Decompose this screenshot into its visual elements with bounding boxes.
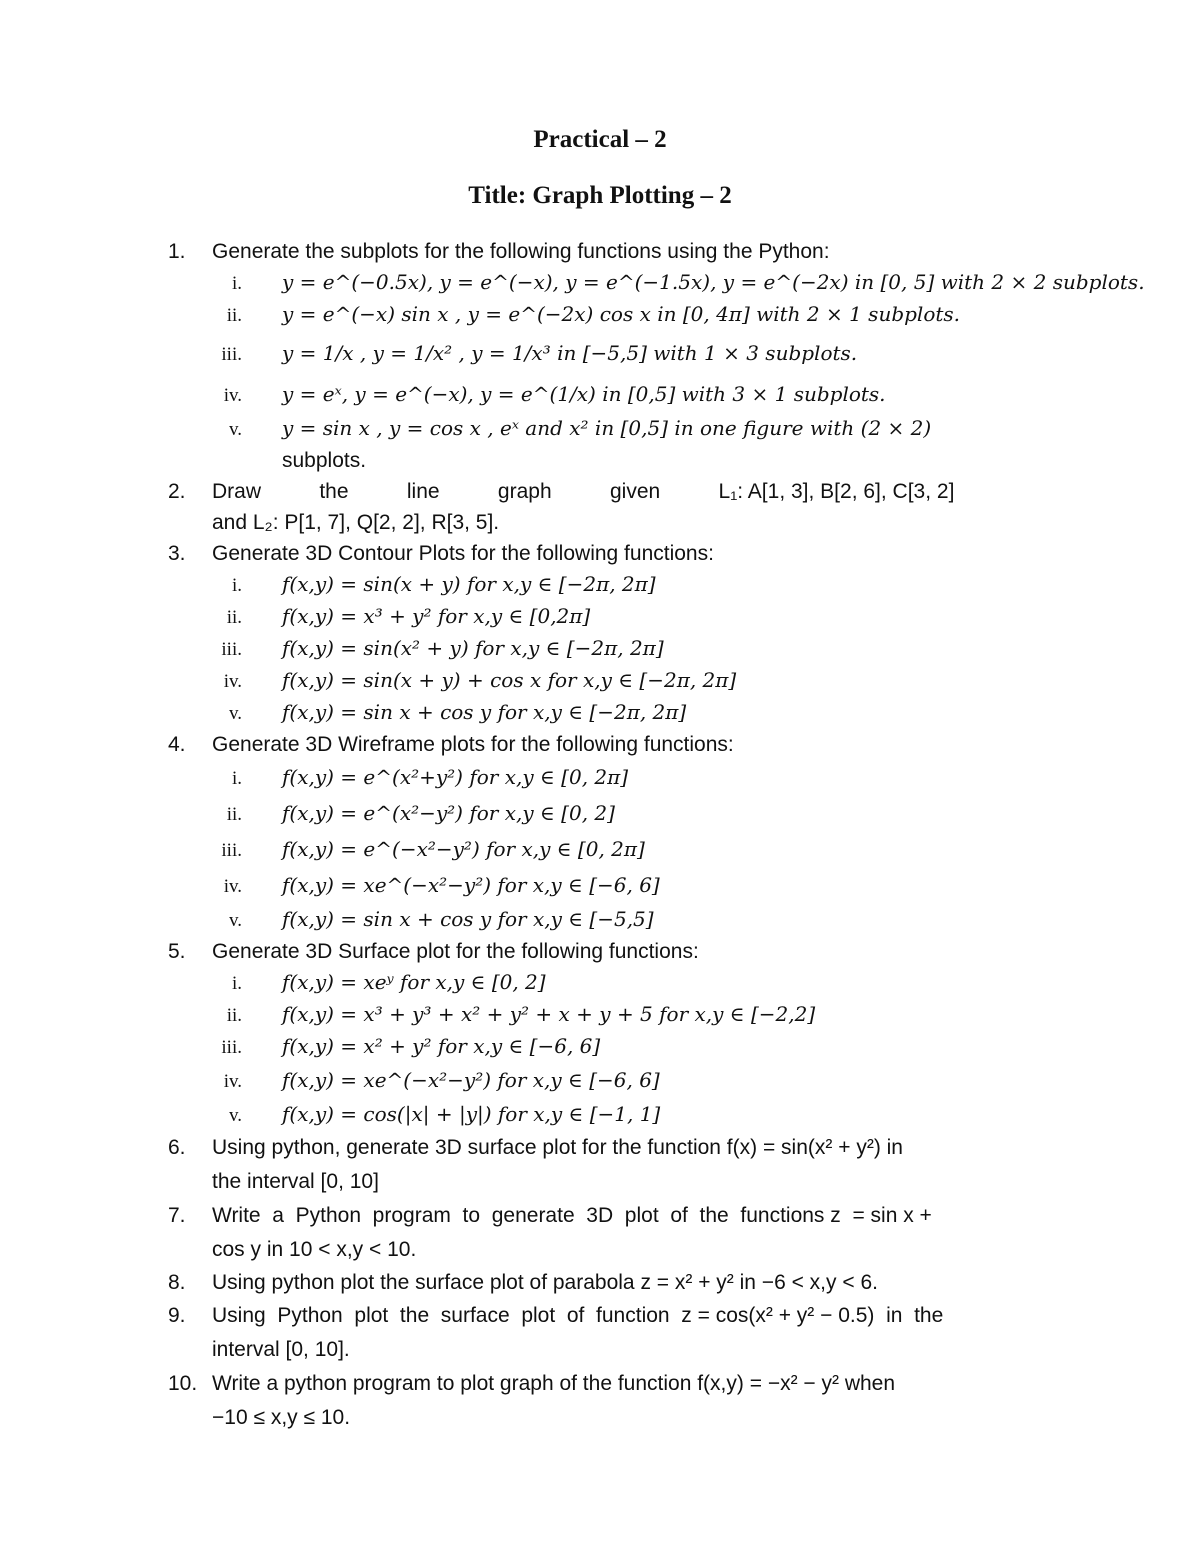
question-4-part-i <box>168 760 1060 796</box>
question-5-part-iii <box>168 1031 1060 1063</box>
question-4-part-iii <box>168 832 1060 868</box>
part-label: ii. <box>226 804 242 825</box>
question-number: 4. <box>168 733 186 756</box>
question-number: 1. <box>168 240 186 263</box>
part-text: f(x,y) = sin x + cos y for x,y ∈ [−2π, 2π] <box>282 700 687 724</box>
question-2-continued: and L₂: P[1, 7], Q[2, 2], R[3, 5]. <box>212 511 500 534</box>
part-text: y = e^(−x) sin x , y = e^(−2x) cos x in [0, 4π] with 2 × 1 subplots. <box>282 302 961 326</box>
question-10-continued: −10 ≤ x,y ≤ 10. <box>212 1406 351 1429</box>
part-text: f(x,y) = sin(x² + y) for x,y ∈ [−2π, 2π] <box>282 636 664 660</box>
question-text: Generate 3D Surface plot for the following functions: <box>212 940 699 963</box>
question-3-part-iv <box>168 665 1060 697</box>
question-number: 5. <box>168 940 186 963</box>
part-text: f(x,y) = sin(x + y) + cos x for x,y ∈ [−2π, 2π] <box>282 668 737 692</box>
part-text: f(x,y) = e^(x²−y²) for x,y ∈ [0, 2] <box>282 801 615 825</box>
question-1-part-v <box>168 413 1060 445</box>
question-5-part-ii <box>168 999 1060 1031</box>
question-text: Draw the line graph given L₁: A[1, 3], B[2, 6], C[3, 2] <box>212 480 955 503</box>
part-label: iv. <box>223 385 242 406</box>
question-8 <box>168 1267 1060 1299</box>
part-label: iii. <box>221 639 242 660</box>
question-1-part-v-continued <box>168 445 1060 476</box>
part-label: v. <box>228 419 242 440</box>
question-1-part-iv <box>168 377 1060 413</box>
question-9-continued: interval [0, 10]. <box>212 1338 350 1361</box>
part-label: v. <box>228 910 242 931</box>
question-4-part-iv <box>168 868 1060 904</box>
part-label: iv. <box>223 1071 242 1092</box>
question-5-part-v <box>168 1099 1060 1131</box>
question-list <box>168 236 1145 1435</box>
question-text: Using python, generate 3D surface plot for the function f(x) = sin(x² + y²) in <box>212 1136 903 1159</box>
part-label: iv. <box>223 876 242 897</box>
question-number: 8. <box>168 1271 186 1294</box>
question-5 <box>168 936 1060 967</box>
question-number: 6. <box>168 1136 186 1159</box>
question-7-continued: cos y in 10 < x,y < 10. <box>212 1238 417 1261</box>
question-3-part-iii <box>168 633 1060 665</box>
question-text: Generate 3D Contour Plots for the following functions: <box>212 542 714 565</box>
question-9 <box>168 1299 1060 1333</box>
question-3-part-i <box>168 569 1060 601</box>
question-text: Write a python program to plot graph of the function f(x,y) = −x² − y² when <box>212 1372 896 1395</box>
part-text: f(x,y) = x³ + y³ + x² + y² + x + y + 5 for x,y ∈ [−2,2] <box>282 1002 816 1026</box>
practical-heading: Practical – 2 <box>533 126 667 153</box>
part-label: v. <box>228 1105 242 1126</box>
part-label: i. <box>231 973 242 994</box>
question-text: Generate the subplots for the following functions using the Python: <box>212 240 830 263</box>
question-5-part-iv <box>168 1063 1060 1099</box>
part-text: f(x,y) = sin(x + y) for x,y ∈ [−2π, 2π] <box>282 572 656 596</box>
part-label: i. <box>231 273 242 294</box>
part-text: y = e^(−0.5x), y = e^(−x), y = e^(−1.5x), y = e^(−2x) in [0, 5] with 2 × 2 subplots. <box>282 270 1145 294</box>
part-text: f(x,y) = sin x + cos y for x,y ∈ [−5,5] <box>282 907 654 931</box>
part-label: i. <box>231 575 242 596</box>
part-text: f(x,y) = x² + y² for x,y ∈ [−6, 6] <box>282 1034 601 1058</box>
part-label: iv. <box>223 671 242 692</box>
part-text: y = 1/x , y = 1/x² , y = 1/x³ in [−5,5] with 1 × 3 subplots. <box>282 341 858 365</box>
question-text: Generate 3D Wireframe plots for the following functions: <box>212 733 734 756</box>
question-10 <box>168 1367 1060 1401</box>
part-label: iii. <box>221 1037 242 1058</box>
question-number: 7. <box>168 1204 186 1227</box>
part-label: i. <box>231 768 242 789</box>
question-3-part-ii <box>168 601 1060 633</box>
question-number: 10. <box>168 1372 198 1395</box>
question-number: 3. <box>168 542 186 565</box>
part-label: ii. <box>226 305 242 326</box>
part-label: v. <box>228 703 242 724</box>
question-text: Using Python plot the surface plot of function z = cos(x² + y² − 0.5) in the <box>212 1304 944 1327</box>
part-text: f(x,y) = xe^(−x²−y²) for x,y ∈ [−6, 6] <box>282 1068 660 1092</box>
practical-title: Title: Graph Plotting – 2 <box>468 182 732 209</box>
question-1 <box>168 236 1060 267</box>
question-5-part-i <box>168 967 1060 999</box>
part-label: ii. <box>226 607 242 628</box>
question-4-part-v <box>168 904 1060 936</box>
question-6-continued: the interval [0, 10] <box>212 1170 379 1193</box>
part-text: y = sin x , y = cos x , eˣ and x² in [0,5] in one figure with (2 × 2) <box>282 416 932 440</box>
question-3-part-v <box>168 697 1060 729</box>
part-text-continued: subplots. <box>282 449 367 472</box>
part-text: f(x,y) = x³ + y² for x,y ∈ [0,2π] <box>282 604 591 628</box>
part-text: f(x,y) = e^(−x²−y²) for x,y ∈ [0, 2π] <box>282 837 645 861</box>
question-1-part-i <box>168 267 1145 299</box>
question-number: 9. <box>168 1304 186 1327</box>
question-1-part-iii <box>168 331 1060 377</box>
question-1-part-ii <box>168 299 1060 331</box>
question-2 <box>168 476 1060 507</box>
question-text: Using python plot the surface plot of parabola z = x² + y² in −6 < x,y < 6. <box>212 1271 878 1294</box>
question-number: 2. <box>168 480 186 503</box>
part-text: f(x,y) = e^(x²+y²) for x,y ∈ [0, 2π] <box>282 765 629 789</box>
question-4 <box>168 729 1060 760</box>
part-text: y = eˣ, y = e^(−x), y = e^(1/x) in [0,5] with 3 × 1 subplots. <box>282 382 886 406</box>
part-text: f(x,y) = cos(|x| + |y|) for x,y ∈ [−1, 1] <box>282 1102 661 1126</box>
question-6 <box>168 1131 1060 1165</box>
question-text: Write a Python program to generate 3D plot of the functions z = sin x + <box>212 1204 932 1227</box>
part-label: iii. <box>221 840 242 861</box>
part-text: f(x,y) = xeʸ for x,y ∈ [0, 2] <box>282 970 546 994</box>
part-label: ii. <box>226 1005 242 1026</box>
part-text: f(x,y) = xe^(−x²−y²) for x,y ∈ [−6, 6] <box>282 873 660 897</box>
question-3 <box>168 538 1060 569</box>
part-label: iii. <box>221 344 242 365</box>
question-7 <box>168 1199 1060 1233</box>
question-4-part-ii <box>168 796 1060 832</box>
